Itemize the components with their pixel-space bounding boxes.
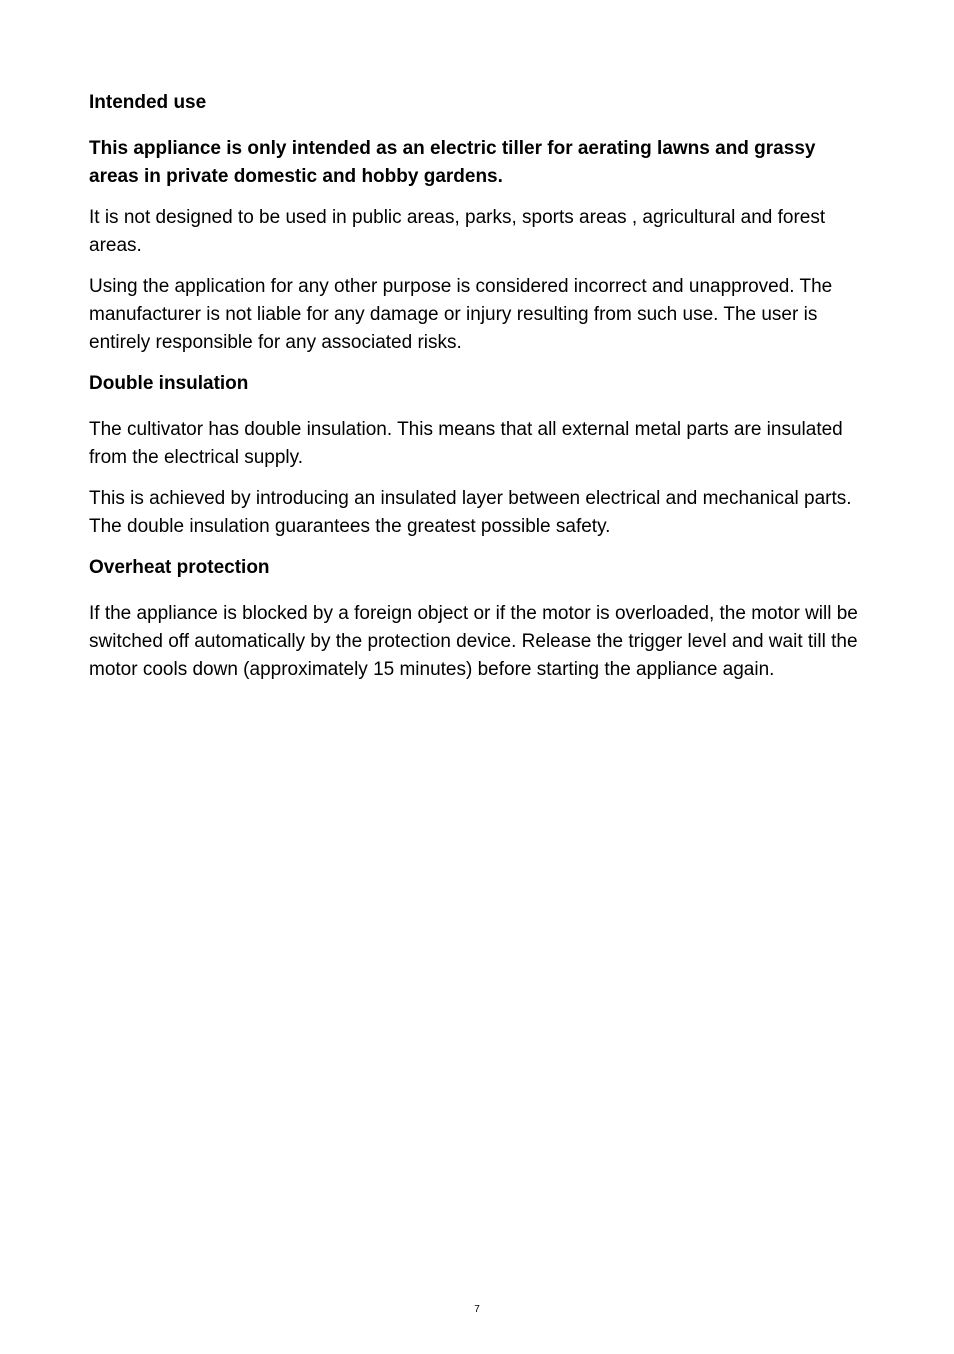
section-lead-paragraph: This appliance is only intended as an electric tiller for aerating lawns and grassy areas in private domestic and hobby gardens. (89, 138, 816, 187)
document-page (89, 89, 869, 697)
section-heading: Overheat protection (89, 557, 270, 578)
section-paragraph: Using the application for any other purpose is considered incorrect and unapproved. The manufacturer is not liable for any damage or injury resulting from such use. The user is entirely responsible for any associated risks. (89, 276, 833, 353)
page-number: 7 (474, 1304, 480, 1315)
section-double-insulation (89, 370, 869, 541)
section-heading: Double insulation (89, 373, 249, 394)
section-paragraph: It is not designed to be used in public areas, parks, sports areas , agricultural and forest areas. (89, 207, 826, 256)
section-intended-use (89, 89, 869, 357)
section-paragraph: The cultivator has double insulation. This means that all external metal parts are insulated from the electrical supply. (89, 419, 843, 468)
section-overheat-protection (89, 554, 869, 684)
section-paragraph: If the appliance is blocked by a foreign object or if the motor is overloaded, the motor will be switched off automatically by the protection device. Release the trigger level and wait till the motor cools down (approximately 15 minutes) before starting the appliance again. (89, 603, 858, 680)
section-paragraph: This is achieved by introducing an insulated layer between electrical and mechanical parts. The double insulation guarantees the greatest possible safety. (89, 488, 852, 537)
section-heading: Intended use (89, 92, 207, 113)
